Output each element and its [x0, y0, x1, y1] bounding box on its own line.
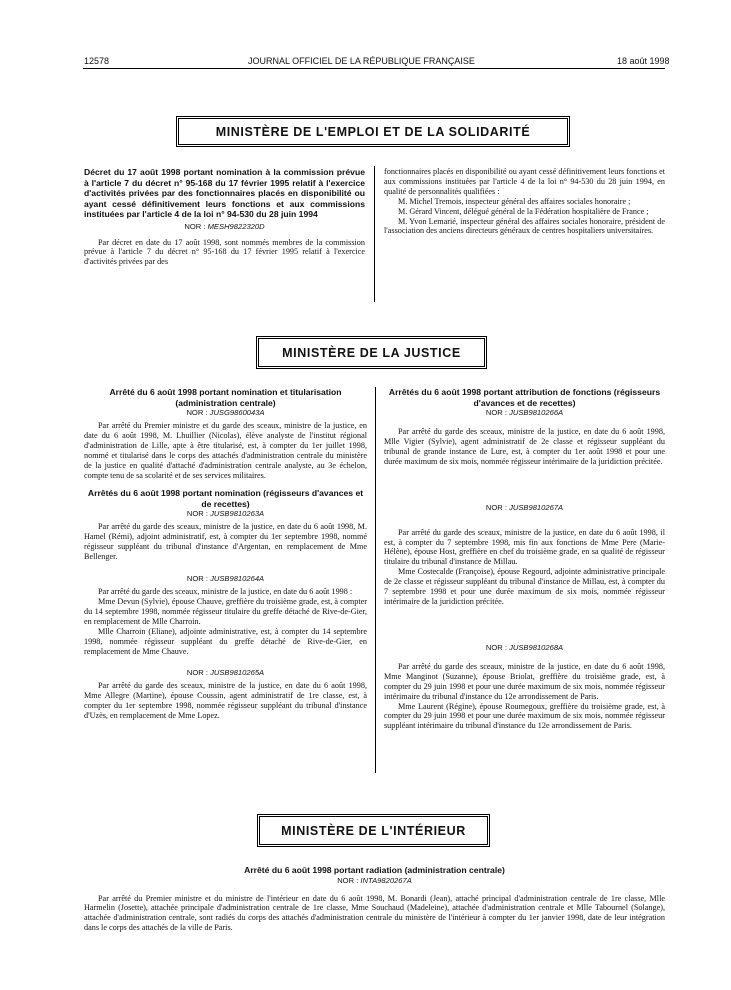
arrete-text: Mme Laurent (Régine), épouse Roumegoux, greffière du troisième grade, est, à compter du 29 juin 1998 et pour une durée maximum de six mois, nommée régisseur suppléant intérimaire du tribunal d'instance du 12e arrondissement de Paris.	[384, 701, 665, 731]
arrete-text: Par arrêté du garde des sceaux, ministre de la justice, en date du 6 août 1998 :	[98, 587, 353, 597]
section-heading-emploi-text: MINISTÈRE DE L'EMPLOI ET DE LA SOLIDARITÉ	[178, 118, 568, 145]
arrete-text: Par arrêté du garde des sceaux, ministre de la justice, en date du 6 août 1998, Mme Allegre (Martine), épouse Coussin, agent administratif de 1re classe, est, à compter du 1er septembre 1998, nommée régisseur suppléant du tribunal d'instance d'Uzès, en remplacement de Mme Lopez.	[84, 681, 367, 721]
header-rule	[83, 68, 665, 69]
arrete-text: Par arrêté du garde des sceaux, ministre de la justice, en date du 6 août 1998, il est, à compter du 7 septembre 1998, mis fin aux fonctions de Mme Pere (Marie-Hélène), épouse Host, greffière en chef du troisième grade, en sa qualité de régisseur titulaire du tribunal d'instance de Millau.	[384, 527, 665, 567]
column-divider	[375, 387, 376, 773]
arrete-nor: NOR : INTA9820267A	[337, 875, 412, 885]
arrete-title: Arrêtés du 6 août 1998 portant attribution de fonctions (régisseurs d'avances et de recettes)	[388, 387, 661, 408]
section-heading-interieur	[257, 814, 490, 847]
arrete-text: Par arrêté du garde des sceaux, ministre de la justice, en date du 6 août 1998, M. Hamel (Rémi), adjoint administratif, est, à compter du 1er septembre 1998, nommé régisseur suppléant du tribunal d'instance d'Argentan, en remplacement de Mme Bellenger.	[84, 522, 367, 562]
arrete-nor: NOR : JUSB9810266A	[485, 408, 564, 417]
decret-text-right-p1: fonctionnaires placés en disponibilité ou ayant cessé définitivement leurs fonctions et aux commissions instituées par l'article 4 de la loi n° 94-530 du 28 juin 1994, en qualité de personnalités qualifiées :	[384, 167, 665, 196]
column-divider	[374, 166, 375, 302]
arrete-nor: NOR : JUSG9860043A	[186, 408, 265, 417]
arrete-text: Par arrêté du garde des sceaux, ministre de la justice, en date du 6 août 1998, Mlle Vigier (Sylvie), agent administratif de 2e classe et régisseur suppléant du tribunal de grande instance de Lure, est, à compter du 1er août 1998 et pour une durée maximum de six mois, nommée régisseur intérimaire de la juridiction précitée.	[384, 427, 665, 466]
arrete-nor: NOR : JUSB9810265A	[186, 668, 265, 678]
arrete-text: Mme Costecalde (Françoise), épouse Regourd, adjointe administrative principale de 2e classe et régisseur suppléant du tribunal d'instance de Millau, est, à compter du 7 septembre 1998 et pour une durée maximum de six mois, nommée régisseur intérimaire de la juridiction précitée.	[384, 567, 665, 606]
section-heading-emploi	[176, 116, 570, 147]
arrete-text: Par arrêté du Premier ministre et du garde des sceaux, ministre de la justice, en date du 6 août 1998, M. Lhuillier (Nicolas), élève analyste de l'institut régional d'administration de Lille, apte à être titularisé, est, à compter du 1er juillet 1998, nommé et titularisé dans le corps des attachés d'administration centrale du ministère de la justice en qualité d'attaché d'administration centrale analyste, au 3e échelon, compte tenu de sa scolarité et de ses services militaires.	[84, 421, 367, 480]
arrete-text: Par arrêté du garde des sceaux, ministre de la justice, en date du 6 août 1998, Mme Manginot (Suzanne), épouse Briolat, greffière du troisième grade, est, à compter du 29 juin 1998 et pour une durée maximum de six mois, nommée régisseur intérimaire du tribunal d'instance du 12e arrondissement de Paris.	[384, 661, 665, 701]
justice-left-column	[84, 387, 367, 721]
emploi-right-column	[384, 167, 665, 236]
arrete-text: Par arrêté du Premier ministre et du ministre de l'intérieur en date du 6 août 1998, M. Bonardi (Jean), attaché principal d'administration centrale de 1re classe, Mlle Harmelin (Josette), attachée principale d'administration centrale de 1re classe, Mme Souchaud (Madeleine), attachée d'administration centrale et Mlle Tabournel (Solange), attachée d'administration centrale, sont radiés du corps des attachés d'administration centrale du ministère de l'intérieur à compter du 1er janvier 1998, date de leur intégration dans le corps des attachés de la ville de Paris.	[84, 893, 665, 933]
arrete-title: Arrêté du 6 août 1998 portant radiation (administration centrale)	[244, 865, 505, 875]
arrete-title: Arrêtés du 6 août 1998 portant nomination (régisseurs d'avances et de recettes)	[87, 488, 364, 509]
arrete-nor: NOR : JUSB9810264A	[186, 574, 265, 584]
justice-right-column	[384, 387, 665, 731]
decret-nor	[84, 222, 365, 231]
arrete-nor: NOR : JUSB9810267A	[485, 502, 564, 512]
decret-text-right-p4: M. Yvon Lemarié, inspecteur général des affaires sociales honoraire, président de l'association des anciens directeurs généraux de centres hospitaliers universitaires.	[384, 216, 665, 236]
section-heading-justice	[256, 336, 487, 369]
nor-code: MESH9822320D	[207, 221, 265, 231]
emploi-left-column	[84, 167, 365, 267]
arrete-text: Mlle Charroin (Eliane), adjointe administrative, est, à compter du 14 septembre 1998, nommée régisseur suppléant du greffe détaché de Rive-de-Gier, en remplacement de Mme Chauve.	[84, 626, 367, 656]
interieur-section	[84, 865, 665, 933]
decret-text-right-p2: M. Michel Tremois, inspecteur général des affaires sociales honoraire ;	[398, 196, 631, 206]
arrete-nor: NOR : JUSB9810268A	[485, 642, 564, 652]
arrete-nor: NOR : JUSB9810263A	[186, 509, 265, 519]
journal-title: JOURNAL OFFICIEL DE LA RÉPUBLIQUE FRANÇAISE	[248, 56, 475, 66]
arrete-title: Arrêté du 6 août 1998 portant nomination et titularisation (administration centrale)	[109, 387, 342, 408]
arrete-text: Mme Devun (Sylvie), épouse Chauve, greffière du troisième grade, est, à compter du 14 septembre 1998, nommée régisseur titulaire du greffe détaché de Rive-de-Gier, en remplacement de Mlle Charroin.	[84, 596, 367, 626]
decret-text-right-p3: M. Gérard Vincent, délégué général de la Fédération hospitalière de France ;	[398, 206, 649, 216]
decret-title: Décret du 17 août 1998 portant nomination à la commission prévue à l'article 7 du décret n° 95-168 du 17 février 1995 relatif à l'exercice d'activités privées par des fonctionnaires placés en disponibilité ou ayant cessé définitivement leurs fonctions et aux commissions instituées par l'article 4 de la loi n° 94-530 du 28 juin 1994	[84, 167, 365, 219]
section-heading-justice-text: MINISTÈRE DE LA JUSTICE	[258, 338, 485, 367]
page-number: 12578	[84, 56, 110, 66]
nor-label: NOR :	[184, 221, 206, 231]
section-heading-interieur-text: MINISTÈRE DE L'INTÉRIEUR	[259, 816, 488, 845]
decret-text-left: Par décret en date du 17 août 1998, sont nommés membres de la commission prévue à l'article 7 du décret n° 95-168 du 17 février 1995 relatif à l'exercice d'activités privées par des	[84, 237, 365, 267]
issue-date: 18 août 1998	[617, 56, 670, 66]
